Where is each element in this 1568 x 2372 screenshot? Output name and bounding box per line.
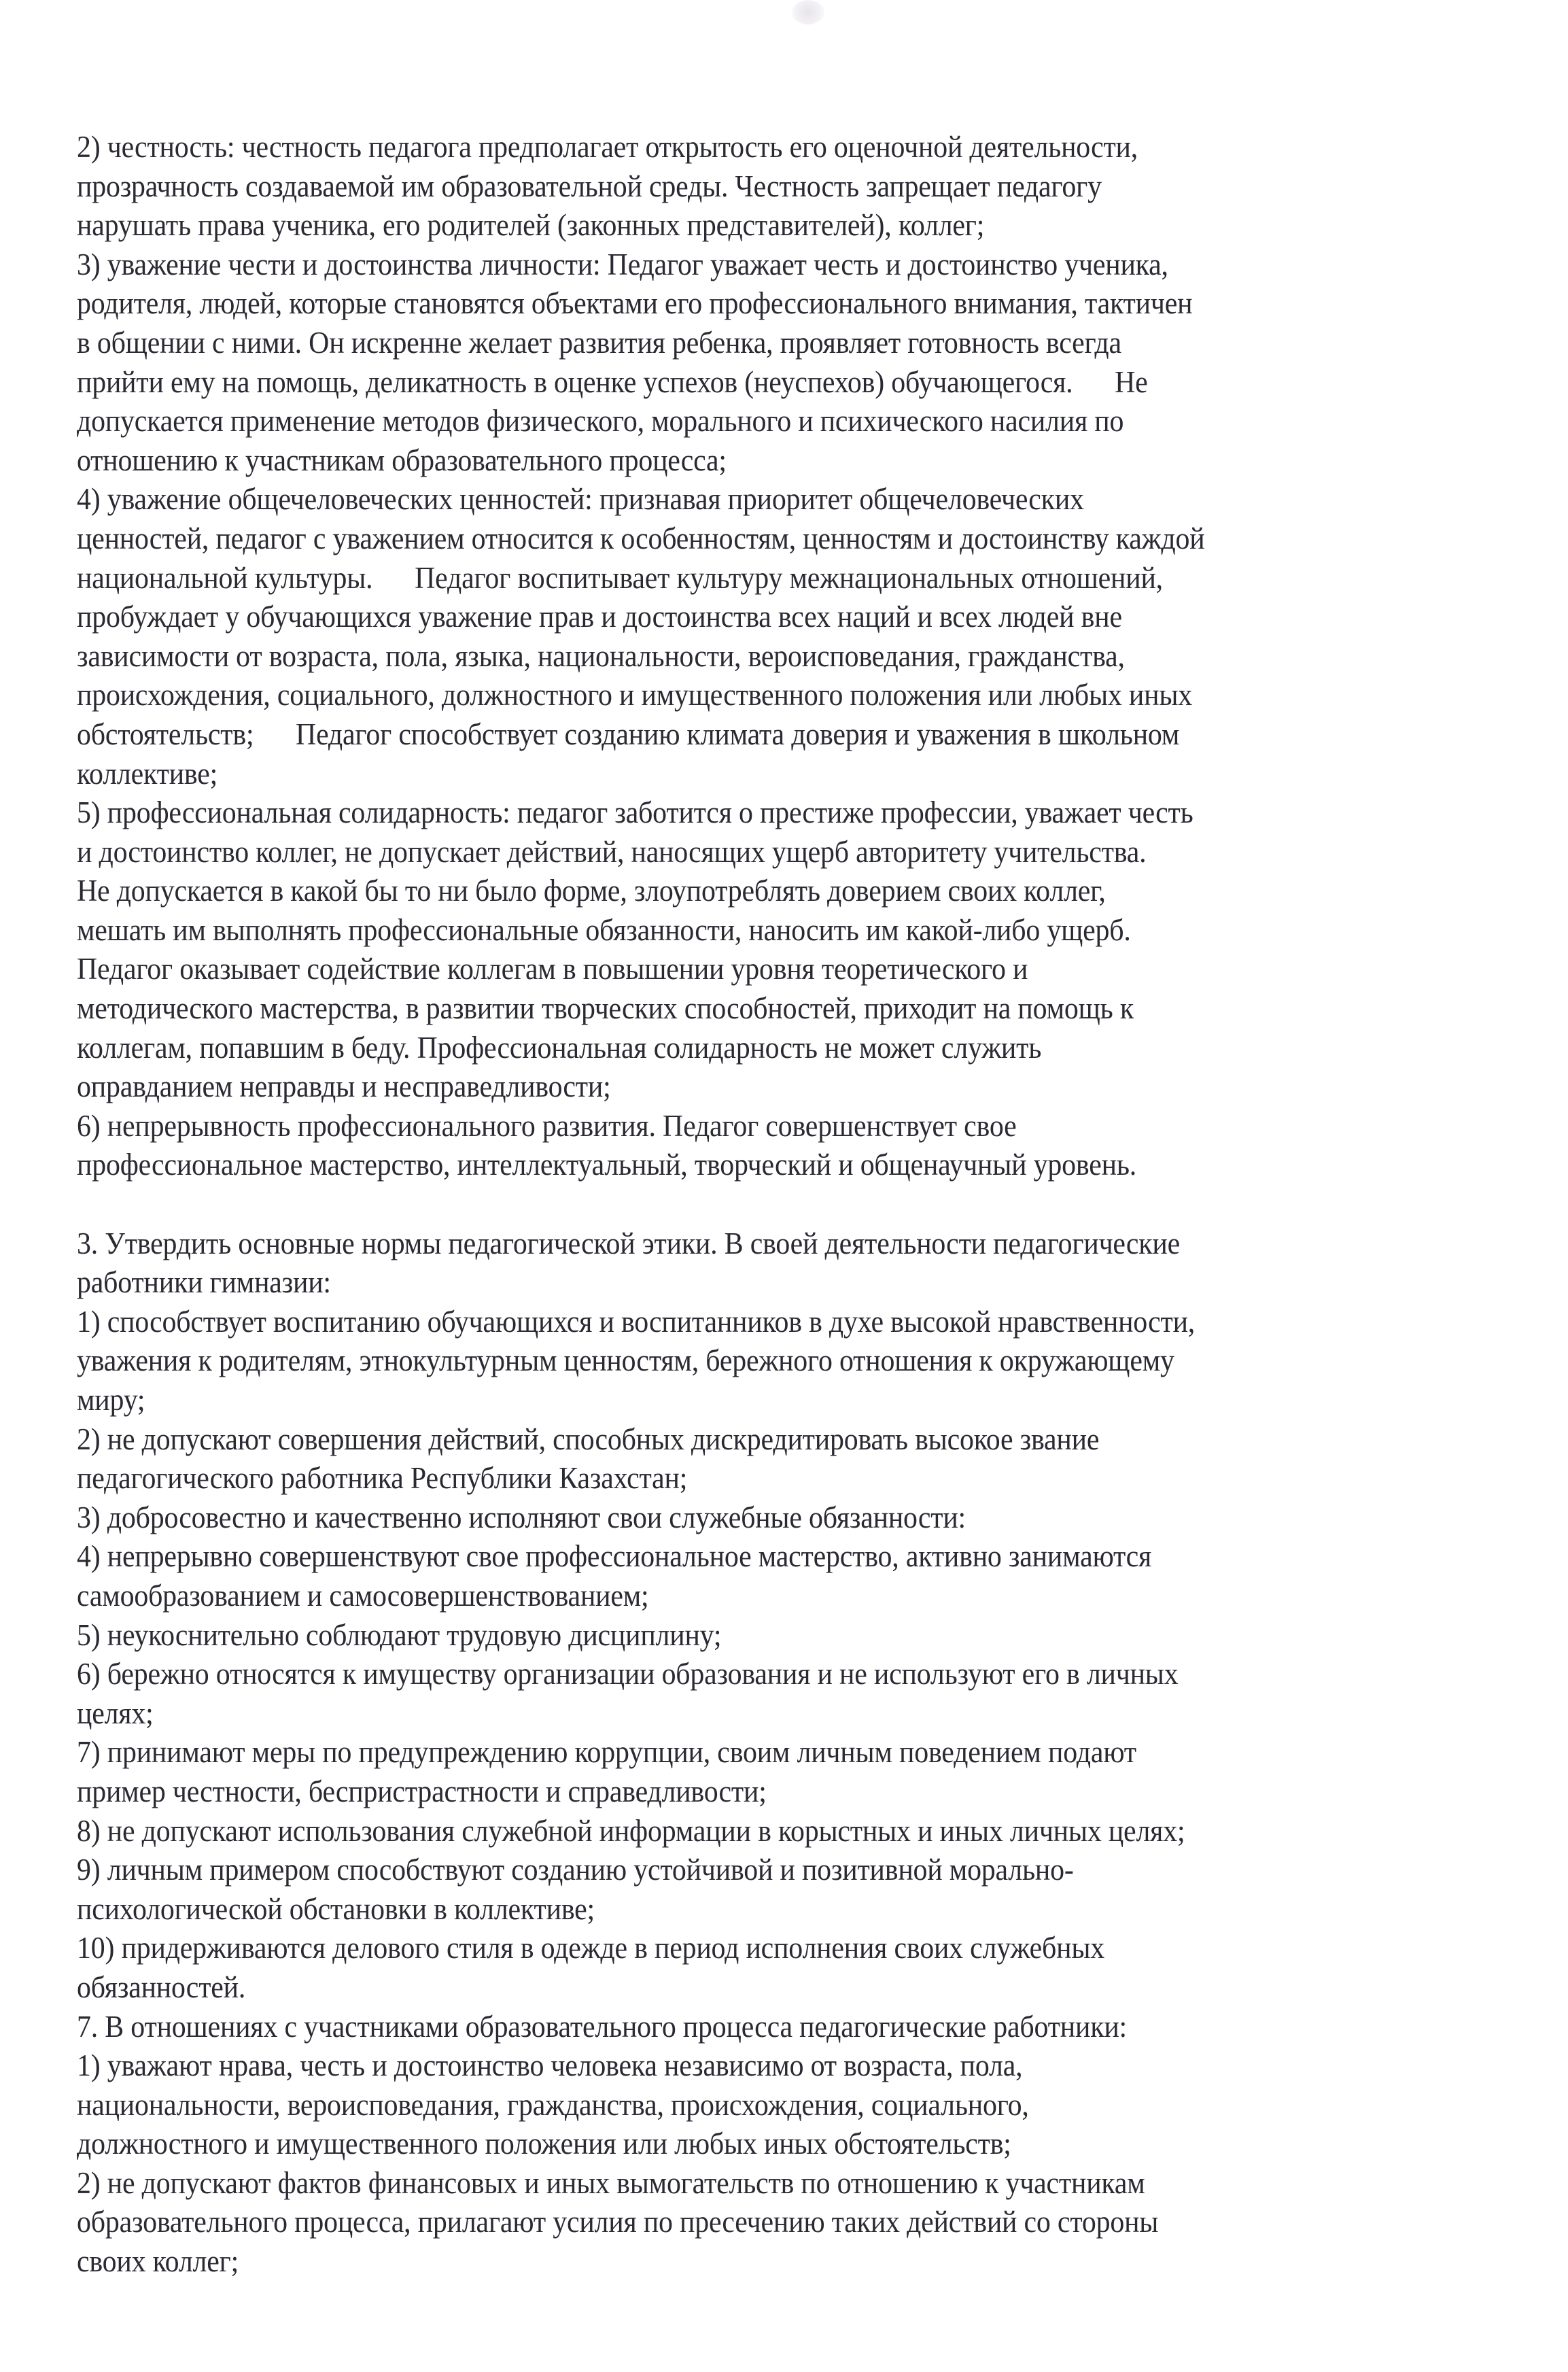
text-line: самообразованием и самосовершенствованием;: [77, 1578, 649, 1613]
text-line: 7) принимают меры по предупреждению коррупции, своим личным поведением подают: [77, 1735, 1136, 1770]
text-line: 2) честность: честность педагога предполагает открытость его оценочной деятельности,: [77, 130, 1138, 164]
norm-item-3: [77, 1498, 1463, 1538]
text-line: прийти ему на помощь, деликатность в оценке успехов (неуспехов) обучающегося. Не: [77, 364, 1148, 399]
principle-continuous-development: [77, 1107, 1463, 1185]
text-line: 3. Утвердить основные нормы педагогической этики. В своей деятельности педагогические: [77, 1226, 1181, 1260]
section-3-heading: [77, 1224, 1463, 1303]
document-page: [77, 128, 1463, 2282]
text-line: коллективе;: [77, 756, 218, 791]
text-line: 2) не допускают совершения действий, способных дискредитировать высокое звание: [77, 1422, 1100, 1456]
text-line: нарушать права ученика, его родителей (законных представителей), коллег;: [77, 208, 985, 243]
text-line: должностного и имущественного положения или любых иных обстоятельств;: [77, 2127, 1011, 2161]
text-line: пробуждает у обучающихся уважение прав и достоинства всех наций и всех людей вне: [77, 600, 1122, 634]
text-line: 1) способствует воспитанию обучающихся и воспитанников в духе высокой нравственности,: [77, 1304, 1196, 1339]
text-line: Не допускается в какой бы то ни было форме, злоупотреблять доверием своих коллег,: [77, 874, 1106, 908]
text-line: обязанностей.: [77, 1970, 246, 2004]
text-line: 5) профессиональная солидарность: педагог заботится о престиже профессии, уважает честь: [77, 795, 1194, 830]
text-line: 1) уважают нрава, честь и достоинство человека независимо от возраста, пола,: [77, 2048, 1023, 2083]
norm-item-6: [77, 1655, 1463, 1733]
text-line: миру;: [77, 1383, 145, 1417]
text-line: мешать им выполнять профессиональные обязанности, наносить им какой-либо ущерб.: [77, 912, 1131, 947]
text-line: обстоятельств; Педагог способствует созданию климата доверия и уважения в школьном: [77, 717, 1180, 751]
text-line: 6) бережно относятся к имуществу организации образования и не используют его в личных: [77, 1657, 1179, 1691]
text-line: 3) добросовестно и качественно исполняют свои служебные обязанности:: [77, 1500, 966, 1534]
text-line: и достоинство коллег, не допускает действий, наносящих ущерб авторитету учительства.: [77, 834, 1147, 869]
text-line: 7. В отношениях с участниками образовательного процесса педагогические работники:: [77, 2009, 1127, 2044]
text-line: профессиональное мастерство, интеллектуальный, творческий и общенаучный уровень.: [77, 1148, 1136, 1182]
text-line: происхождения, социального, должностного и имущественного положения или любых иных: [77, 678, 1192, 712]
text-line: 10) придерживаются делового стиля в одежде в период исполнения своих служебных: [77, 1931, 1105, 1965]
norm-item-9: [77, 1851, 1463, 1929]
norm-item-10: [77, 1929, 1463, 2007]
paragraph-gap: [77, 1185, 1463, 1224]
text-line: 4) непрерывно совершенствуют свое профессиональное мастерство, активно занимаются: [77, 1539, 1152, 1574]
text-line: коллегам, попавшим в беду. Профессиональная солидарность не может служить: [77, 1030, 1042, 1065]
text-line: работники гимназии:: [77, 1265, 331, 1300]
text-line: пример честности, беспристрастности и справедливости;: [77, 1774, 767, 1808]
text-line: допускается применение методов физического, морального и психического насилия по: [77, 404, 1124, 439]
relations-item-2: [77, 2164, 1463, 2282]
principle-honesty: [77, 128, 1463, 245]
text-line: прозрачность создаваемой им образовательной среды. Честность запрещает педагогу: [77, 169, 1102, 203]
principle-universal-values: [77, 480, 1463, 793]
text-line: оправданием неправды и несправедливости;: [77, 1069, 611, 1104]
norm-item-5: [77, 1616, 1463, 1655]
principle-respect-dignity: [77, 245, 1463, 481]
text-line: образовательного процесса, прилагают усилия по пресечению таких действий со стороны: [77, 2205, 1159, 2239]
text-line: 8) не допускают использования служебной информации в корыстных и иных личных целях;: [77, 1813, 1185, 1848]
text-line: Педагог оказывает содействие коллегам в повышении уровня теоретического и: [77, 952, 1028, 986]
text-line: 4) уважение общечеловеческих ценностей: признавая приоритет общечеловеческих: [77, 482, 1084, 517]
section-7-heading: [77, 2008, 1463, 2047]
text-line: педагогического работника Республики Казахстан;: [77, 1461, 688, 1496]
text-line: ценностей, педагог с уважением относится к особенностям, ценностям и достоинству каждой: [77, 521, 1205, 555]
principle-professional-solidarity: [77, 793, 1463, 1107]
text-line: 6) непрерывность профессионального развития. Педагог совершенствует свое: [77, 1108, 1017, 1143]
text-line: национальной культуры. Педагог воспитывает культуру межнациональных отношений,: [77, 560, 1163, 595]
text-line: родителя, людей, которые становятся объектами его профессионального внимания, тактичен: [77, 286, 1193, 321]
norm-item-8: [77, 1812, 1463, 1851]
text-line: зависимости от возраста, пола, языка, национальности, вероисповедания, гражданства,: [77, 638, 1125, 673]
text-line: психологической обстановки в коллективе;: [77, 1891, 595, 1926]
norm-item-4: [77, 1537, 1463, 1615]
text-line: в общении с ними. Он искренне желает развития ребенка, проявляет готовность всегда: [77, 325, 1121, 360]
text-line: уважения к родителям, этнокультурным ценностям, бережного отношения к окружающему: [77, 1343, 1174, 1378]
text-line: 3) уважение чести и достоинства личности: Педагог уважает честь и достоинство ученика,: [77, 247, 1168, 281]
text-line: 9) личным примером способствуют созданию устойчивой и позитивной морально-: [77, 1853, 1074, 1887]
text-line: отношению к участникам образовательного процесса;: [77, 443, 727, 477]
text-line: национальности, вероисповедания, гражданства, происхождения, социального,: [77, 2087, 1029, 2122]
text-line: 2) не допускают фактов финансовых и иных вымогательств по отношению к участникам: [77, 2165, 1145, 2200]
relations-item-1: [77, 2046, 1463, 2164]
norm-item-1: [77, 1303, 1463, 1420]
norm-item-2: [77, 1420, 1463, 1498]
text-line: 5) неукоснительно соблюдают трудовую дисциплину;: [77, 1617, 722, 1652]
text-line: целях;: [77, 1696, 154, 1730]
scan-smudge: [792, 0, 824, 24]
norm-item-7: [77, 1733, 1463, 1811]
text-line: своих коллег;: [77, 2244, 239, 2279]
text-line: методического мастерства, в развитии творческих способностей, приходит на помощь к: [77, 991, 1134, 1026]
